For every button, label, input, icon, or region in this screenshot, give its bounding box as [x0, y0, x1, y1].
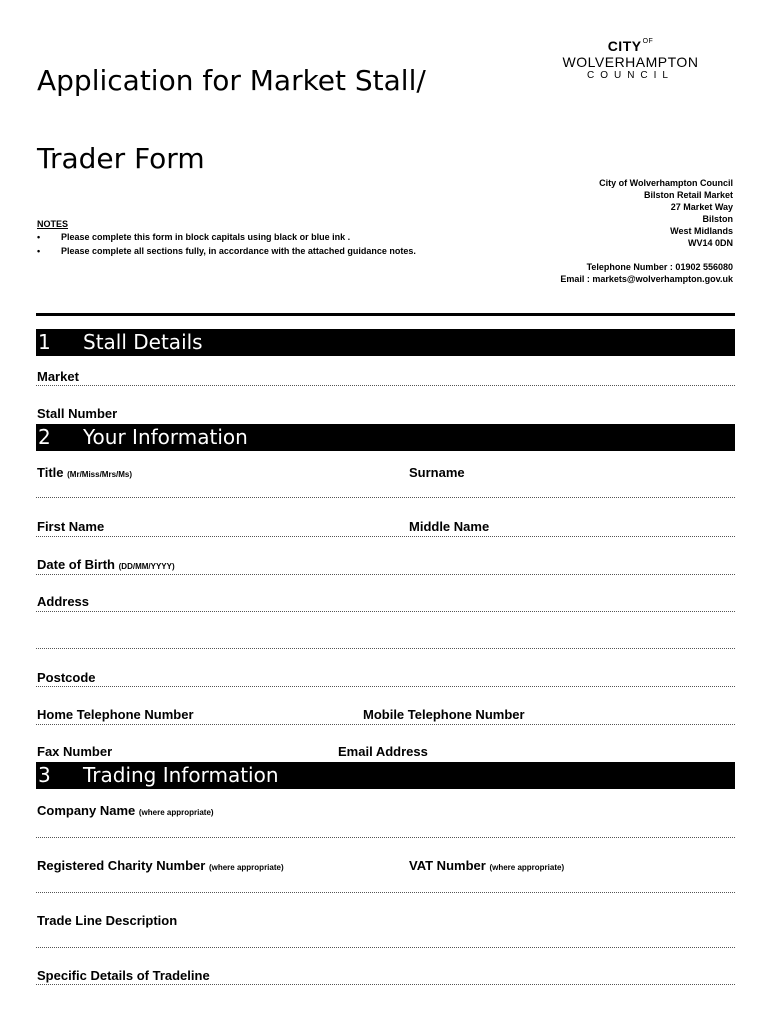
header-divider [36, 313, 735, 316]
dob-hint: (DD/MM/YYYY) [118, 562, 175, 571]
company-hint: (where appropriate) [138, 808, 214, 817]
page-title-line-1: Application for Market Stall/ [37, 64, 426, 97]
section-title: Stall Details [83, 330, 203, 354]
title-surname-field[interactable] [36, 497, 735, 498]
postcode-label: Postcode [37, 670, 96, 685]
telephone-field[interactable] [36, 724, 735, 725]
mobile-telephone-label: Mobile Telephone Number [363, 707, 525, 722]
contact-details [560, 261, 733, 285]
address-line: West Midlands [670, 226, 733, 236]
note-text: Please complete this form in block capitals using black or blue ink . [61, 232, 351, 242]
council-logo [553, 38, 708, 81]
postcode-field[interactable] [36, 686, 735, 687]
surname-label: Surname [409, 465, 465, 480]
title-label-text: Title [37, 465, 64, 480]
name-field[interactable] [36, 536, 735, 537]
charity-vat-field[interactable] [36, 892, 735, 893]
title-hint: (Mr/Miss/Mrs/Ms) [67, 470, 133, 479]
bullet-icon: • [37, 246, 41, 256]
section-header-your-information [36, 424, 735, 451]
logo-city-text: CITY [607, 38, 642, 54]
address-field-line-2[interactable] [36, 648, 735, 649]
bullet-icon: • [37, 232, 41, 242]
vat-number-text: VAT Number [409, 858, 486, 873]
section-title: Your Information [83, 425, 248, 449]
address-line: City of Wolverhampton Council [599, 178, 733, 188]
address-field-line-1[interactable] [36, 611, 735, 612]
email-address-label: Email Address [338, 744, 428, 759]
specific-details-field[interactable] [36, 984, 735, 985]
home-telephone-label: Home Telephone Number [37, 707, 194, 722]
company-name-field[interactable] [36, 837, 735, 838]
specific-details-label: Specific Details of Tradeline [37, 968, 210, 983]
trade-line-label: Trade Line Description [37, 913, 178, 928]
address-line: 27 Market Way [670, 202, 733, 212]
address-label: Address [37, 594, 90, 609]
charity-number-text: Registered Charity Number [37, 858, 206, 873]
section-number: 1 [38, 330, 51, 354]
section-header-stall-details [36, 329, 735, 356]
council-address [599, 177, 733, 249]
address-line: WV14 0DN [687, 238, 733, 248]
email-address-link[interactable]: Email : markets@wolverhampton.gov.uk [560, 274, 733, 284]
address-line: Bilston Retail Market [643, 190, 733, 200]
dob-label-text: Date of Birth [37, 557, 115, 572]
charity-number-label [37, 858, 284, 873]
section-number: 3 [38, 763, 51, 787]
note-item [37, 246, 537, 258]
dob-label [37, 557, 175, 572]
vat-number-label [409, 858, 564, 873]
section-header-trading-information [36, 762, 735, 789]
middle-name-label: Middle Name [409, 519, 490, 534]
address-line: Bilston [702, 214, 733, 224]
company-name-text: Company Name [37, 803, 136, 818]
logo-of-text: OF [642, 38, 654, 45]
title-label [37, 465, 132, 480]
charity-hint: (where appropriate) [208, 863, 284, 872]
market-field[interactable] [36, 385, 735, 386]
trade-line-field[interactable] [36, 947, 735, 948]
vat-hint: (where appropriate) [489, 863, 565, 872]
market-label: Market [37, 369, 79, 384]
company-name-label [37, 803, 214, 818]
stall-number-label: Stall Number [37, 406, 118, 421]
note-text: Please complete all sections fully, in accordance with the attached guidance notes. [61, 246, 416, 256]
notes-heading: NOTES [37, 219, 69, 229]
note-item [37, 232, 537, 244]
section-title: Trading Information [83, 763, 279, 787]
first-name-label: First Name [37, 519, 105, 534]
telephone-number: Telephone Number : 01902 556080 [586, 262, 733, 272]
section-number: 2 [38, 425, 51, 449]
logo-council: COUNCIL [586, 70, 674, 81]
logo-wolverhampton: WOLVERHAMPTON [562, 54, 699, 70]
logo-city [553, 38, 708, 54]
fax-number-label: Fax Number [37, 744, 113, 759]
page-title-line-2: Trader Form [37, 142, 205, 175]
dob-field[interactable] [36, 574, 735, 575]
